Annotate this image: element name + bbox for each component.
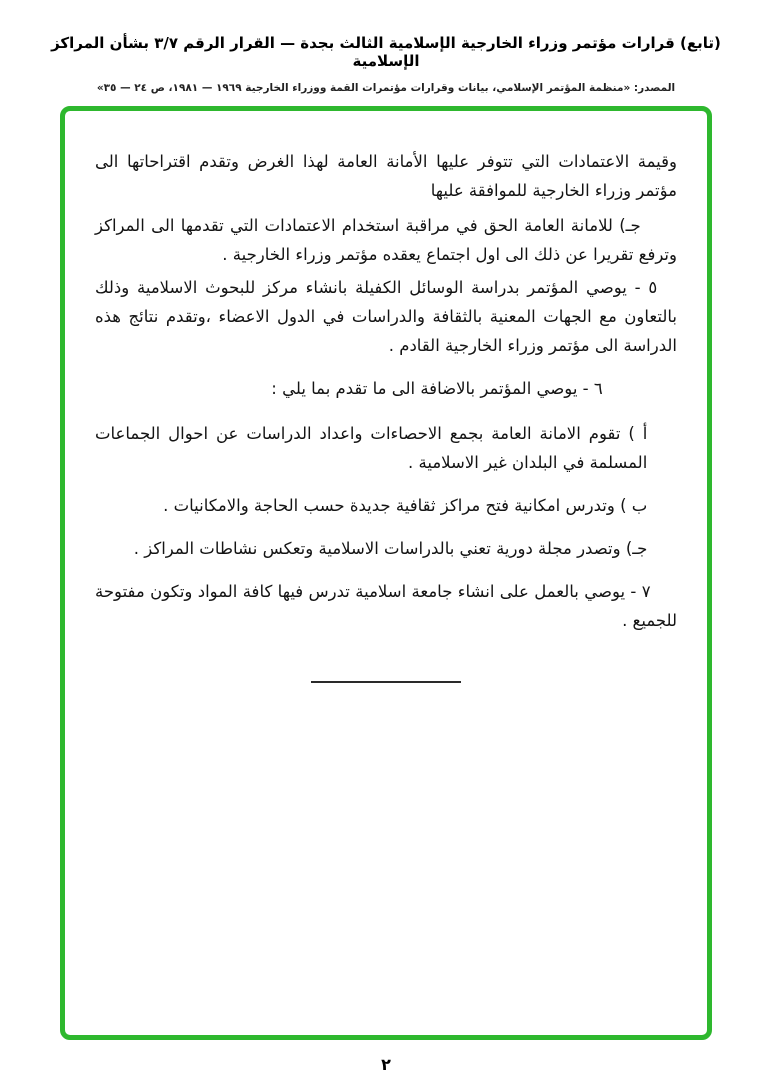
document-body: [95, 147, 677, 635]
content-frame: [60, 106, 712, 1040]
list-item-b: ب ) وتدرس امكانية فتح مراكز ثقافية جديدة حسب الحاجة والامكانيات .: [163, 496, 648, 515]
document-source-line: المصدر: «منظمة المؤتمر الإسلامي، بيانات وقرارات مؤتمرات القمة ووزراء الخارجية ١٩٦٩ — ١٩٨١، ص ٢٤ — ٣٥»: [96, 82, 676, 94]
paragraph-continuation: وقيمة الاعتمادات التي تتوفر عليها الأمانة العامة لهذا الغرض وتقدم اقتراحاتها الى مؤتمر وزراء الخارجية للموافقة عليها: [95, 152, 677, 200]
paragraph-item-7: ٧ - يوصي بالعمل على انشاء جامعة اسلامية تدرس فيها كافة المواد وتكون مفتوحة للجميع .: [95, 582, 677, 630]
document-title: (تابع) قرارات مؤتمر وزراء الخارجية الإسلامية الثالث بجدة — القرار الرقم ٣/٧ بشأن المراكز الإسلامية: [51, 34, 721, 70]
document-footer: [0, 1055, 772, 1074]
document-header: [0, 0, 772, 94]
page-number: ٢: [381, 1055, 391, 1074]
list-item-a: أ ) تقوم الامانة العامة بجمع الاحصاءات واعداد الدراسات عن احوال الجماعات المسلمة في البلدان غير الاسلامية .: [95, 424, 648, 472]
paragraph-clause-c: جـ) للامانة العامة الحق في مراقبة استخدام الاعتمادات التي تقدمها الى المراكز وترفع تقريرا عن ذلك الى اول اجتماع يعقده مؤتمر وزراء الخارجية .: [95, 216, 677, 264]
paragraph-item-6-intro: ٦ - يوصي المؤتمر بالاضافة الى ما تقدم بما يلي :: [271, 379, 603, 398]
section-divider: [311, 681, 461, 683]
list-item-c: جـ) وتصدر مجلة دورية تعني بالدراسات الاسلامية وتعكس نشاطات المراكز .: [133, 539, 648, 558]
paragraph-item-5: ٥ - يوصي المؤتمر بدراسة الوسائل الكفيلة بانشاء مركز للبحوث الاسلامية وذلك بالتعاون مع الجهات المعنية بالثقافة والدراسات في الدول الاعضاء ،وتقدم نتائج هذه الدراسة الى مؤتمر وزراء الخارجية القادم .: [95, 278, 677, 355]
